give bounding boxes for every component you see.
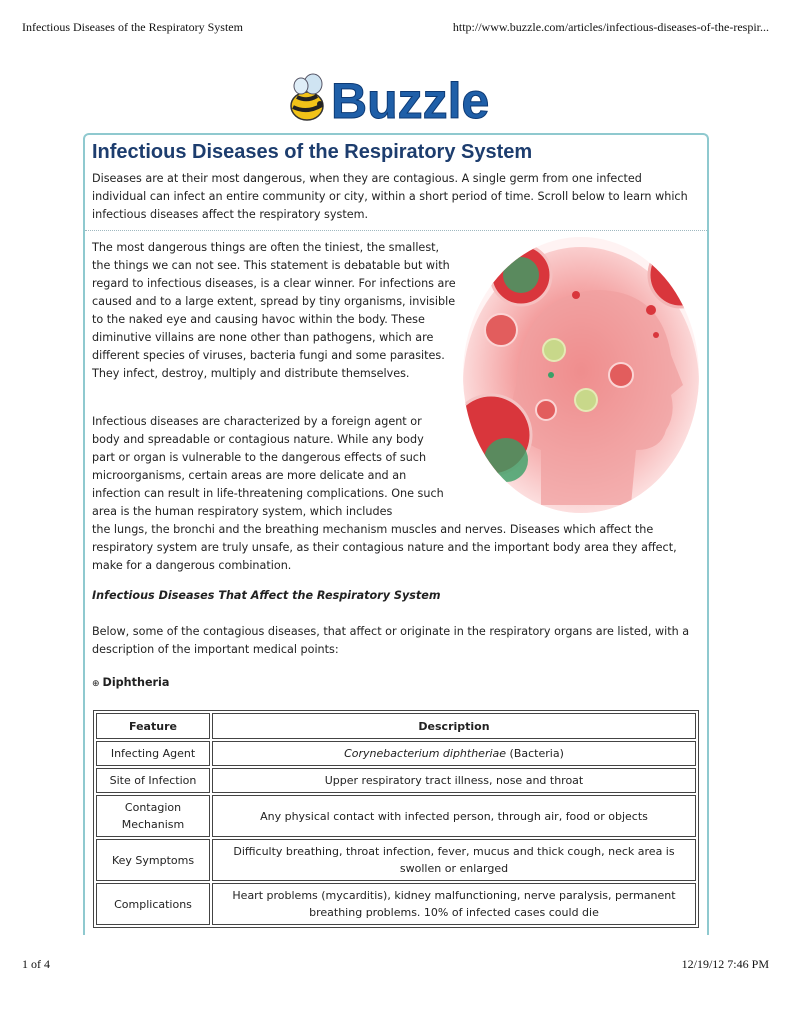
paragraph-3: Below, some of the contagious diseases, that affect or originate in the respiratory organs are listed, with a description of the important medical points:	[92, 625, 690, 656]
table-row	[96, 883, 696, 925]
table-cell-feature: Complications	[96, 883, 210, 925]
table-cell-feature: Key Symptoms	[96, 839, 210, 881]
paragraph-1: The most dangerous things are often the tiniest, the smallest, the things we can not see. This statement is debatable but with regard to infectious diseases, is a clear winner. For infections are caused and to a large extent, spread by tiny organisms, invisible to the naked eye and causing havoc within the body. These diminutive villains are none other than pathogens, which are different species of viruses, bacteria fungi and some parasites. They infect, destroy, multiply and distribute themselves.	[92, 241, 456, 380]
section-subheading: Infectious Diseases That Affect the Respiratory System	[92, 589, 441, 602]
table-row	[96, 741, 696, 766]
table-cell-feature: Site of Infection	[96, 768, 210, 793]
print-header-url[interactable]: http://www.buzzle.com/articles/infectious-diseases-of-the-respir...	[452, 20, 769, 34]
print-datetime: 12/19/12 7:46 PM	[681, 957, 769, 971]
diphtheria-table	[93, 710, 699, 928]
article-card	[83, 133, 709, 935]
table-cell-feature: Infecting Agent	[96, 741, 210, 766]
table-cell-description	[212, 839, 696, 881]
table-cell-description	[212, 741, 696, 766]
description-text: Difficulty breathing, throat infection, fever, mucus and thick cough, neck area is swollen or enlarged	[233, 845, 675, 875]
table-header-feature: Feature	[96, 713, 210, 739]
paragraph-2-full: the lungs, the bronchi and the breathing mechanism muscles and nerves. Diseases which affect the respiratory system are truly unsafe, as their contagious nature and the important body area they affect, make for a dangerous combination.	[92, 523, 677, 572]
table-cell-description	[212, 883, 696, 925]
buzzle-logo[interactable]	[285, 72, 515, 128]
print-header-title: Infectious Diseases of the Respiratory System	[22, 20, 243, 34]
paragraph-2	[92, 413, 692, 575]
print-header	[22, 20, 769, 36]
description-text: Any physical contact with infected person, through air, food or objects	[260, 809, 648, 823]
table-cell-description	[212, 795, 696, 837]
intro-divider	[85, 230, 707, 231]
description-text: (Bacteria)	[506, 747, 564, 760]
print-footer	[22, 957, 769, 973]
table-row	[96, 768, 696, 793]
logo-text: Buzzle	[331, 73, 490, 128]
table-row	[96, 839, 696, 881]
page-number: 1 of 4	[22, 957, 50, 971]
description-text: Upper respiratory tract illness, nose and throat	[324, 774, 584, 787]
description-text: Heart problems (mycarditis), kidney malfunctioning, nerve paralysis, permanent breathing problems. 10% of infected cases could die	[232, 889, 676, 919]
organism-name: Corynebacterium diphtheriae	[344, 747, 507, 760]
table-row	[96, 795, 696, 837]
paragraph-2-wrapped: Infectious diseases are characterized by a foreign agent or body and spreadable or contagious nature. While any body part or organ is vulnerable to the dangerous effects of such microorganisms, certain areas are more delicate and an infection can result in life-threatening complications. One such area is the human respiratory system, which includes	[92, 415, 444, 518]
article-intro: Diseases are at their most dangerous, when they are contagious. A single germ from one infected individual can infect an entire community or city, within a short period of time. Scroll below to learn which infectious diseases affect the respiratory system.	[92, 172, 688, 221]
table-cell-description	[212, 768, 696, 793]
expand-icon[interactable]: ⊕	[92, 679, 100, 689]
article-title: Infectious Diseases of the Respiratory System	[92, 141, 533, 163]
section-diphtheria[interactable]	[92, 676, 169, 689]
table-header-row	[96, 713, 696, 739]
table-header-description: Description	[212, 713, 696, 739]
section-diphtheria-title: Diphtheria	[102, 676, 170, 689]
table-cell-feature: Contagion Mechanism	[96, 795, 210, 837]
bee-icon	[291, 74, 323, 120]
